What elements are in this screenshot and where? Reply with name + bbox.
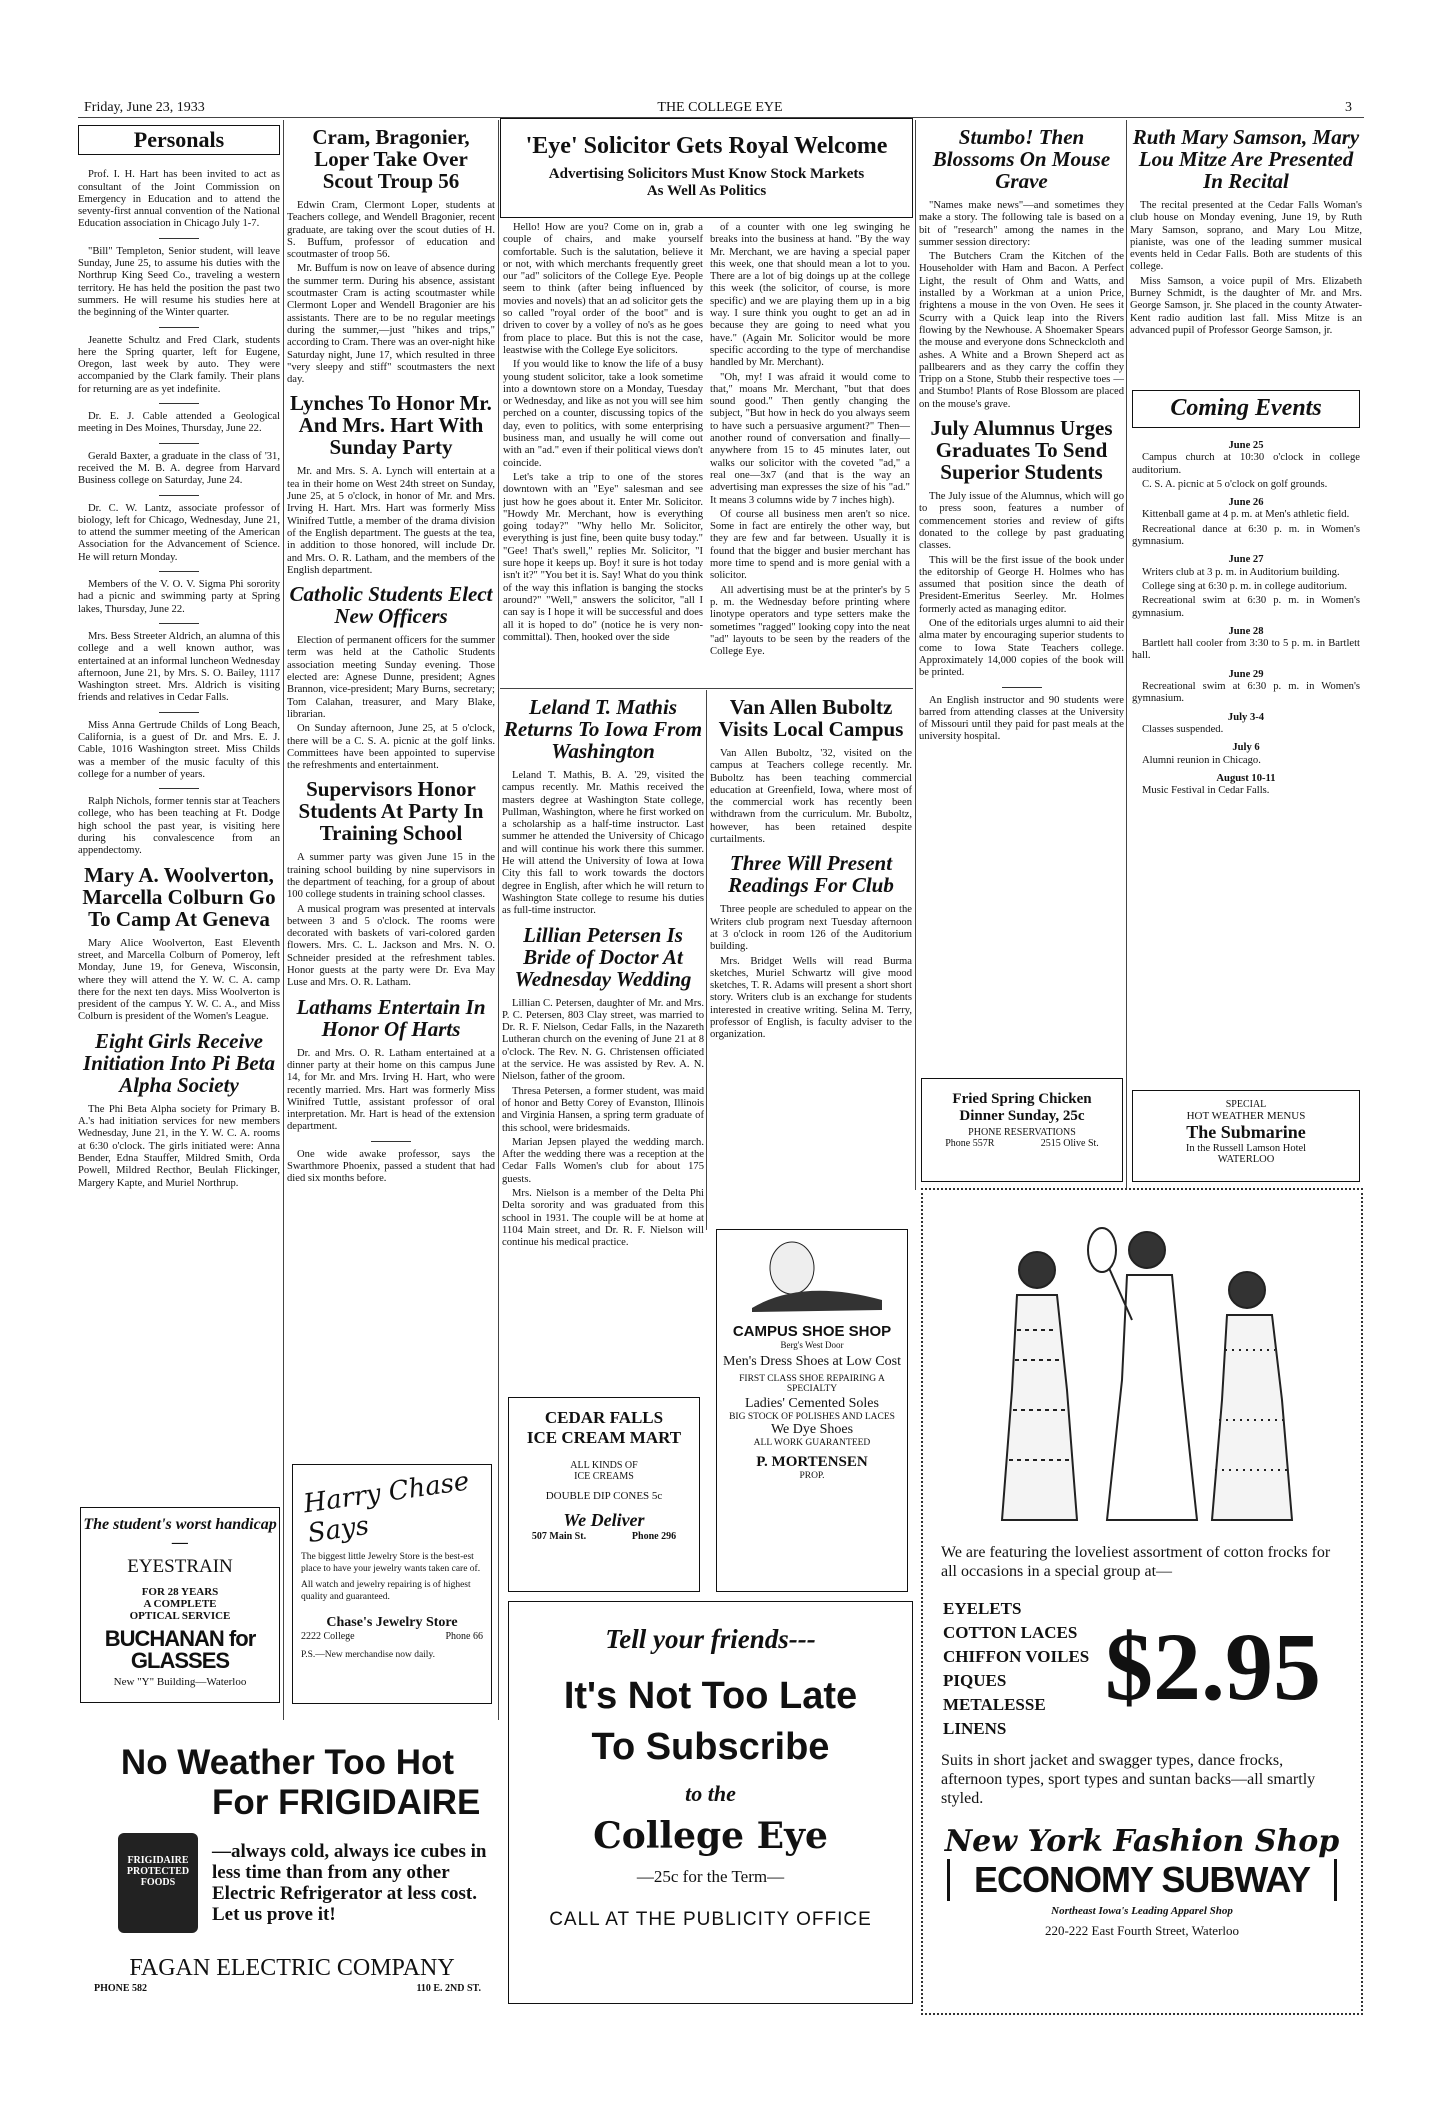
divider [159,788,199,789]
ad-line: DOUBLE DIP CONES 5c [545,1490,663,1502]
fabric-item: PIQUES [943,1671,1007,1690]
fabric-item: CHIFFON VOILES [943,1647,1090,1666]
article-paragraph: "Oh, my! I was afraid it would come to that," moans Mr. Merchant, "but that does sound good." Then gently changing the subject, "But how in heck do you always seem to have such a persuasive argument?" Then—another round of conversation and finally—anywhere from 15 to 45 minutes later, out walks our solicitor with the coveted "ad," a real one—3x7 (and that is the way an advertising man expresses the size of his "ad." It means 3 columns wide by 7 inches high). [710,371,910,506]
article-headline: Supervisors Honor Students At Party In Training School [298,777,484,846]
article-paragraph: This will be the first issue of the book under the editorship of George H. Holmes who has assumed that position since the death of President-Emeritus Seerley. Mr. Holmes formerly acted as managing editor. [919,554,1124,615]
fashion-illustration-icon [927,1210,1357,1530]
fabric-item: EYELETS [943,1599,1022,1618]
event-item: Alumni reunion in Chicago. [1142,754,1261,766]
ad-store-name: Chase's Jewelry Store [326,1615,458,1630]
ad-tagline: Northeast Iowa's Leading Apparel Shop [1051,1905,1233,1917]
ad-address: 110 E. 2ND ST. [416,1983,481,1994]
article-paragraph: The July issue of the Alumnus, which will go to press soon, features a number of commencement stories and review of gifts donated to the college by past graduating classes. [919,491,1124,552]
ad-line: HOT WEATHER MENUS [1186,1110,1306,1122]
event-date: July 6 [1232,742,1260,754]
article-paragraph: Dr. and Mrs. O. R. Latham entertained at a dinner party at their home on this campus June 14, for Mr. and Mrs. Irving H. Hart, who were recently married. Mrs. Hart was formerly Miss Winifred Tuttle, assistant professor of oral interpretation. Mr. Hart is head of the extension department. [287,1047,495,1133]
ad-line: We Dye Shoes [770,1422,854,1437]
section-heading: Personals [78,125,280,155]
article-paragraph: Prof. I. H. Hart has been invited to act as consultant of the Joint Commission on Emergency in Education and to attend the seventy-first annual convention of the National Education association in Chicago July 1-7. [78,169,280,230]
ad-name: The Submarine [1186,1122,1306,1142]
ad-line: SPECIAL [1225,1099,1267,1110]
ad-line: FIRST CLASS SHOE REPAIRING A SPECIALTY [739,1374,885,1394]
event-date: June 28 [1228,625,1264,637]
article-headline: Lillian Petersen Is Bride of Doctor At Wednesday Wedding [514,922,692,991]
ad-line: In the Russell Lamson Hotel [1185,1143,1307,1154]
ad-line: No Weather Too Hot [120,1743,455,1782]
article-paragraph: Gerald Baxter, a graduate in the class of '31, received the M. B. A. degree from Harvard Business college on Saturday, June 24. [78,450,280,487]
ad-name: ICE CREAM MART [526,1428,682,1447]
ad-new-york-fashion-shop [921,1188,1363,2015]
ad-line: ALL WORK GUARANTEED [753,1438,871,1448]
ad-line: Fried Spring Chicken [952,1091,1092,1107]
article-paragraph: Ralph Nichols, former tennis star at Teachers college, who has been teaching at Ft. Dodge high school the past year, is visiting here during his convalescence from an appendectomy. [78,796,280,857]
ad-intro: We are featuring the loveliest assortment of cotton frocks for all occasions in a special group at— [941,1544,1331,1580]
article-paragraph: Election of permanent officers for the summer term was held at the Catholic Students association meeting Sunday evening. Those elected are: Agnese Dunne, president; Agnes Brannon, vice-president; Mary Burns, secretary; Tom Calahan, treasurer, and Mary Blake, librarian. [287,635,495,720]
ad-address: 220-222 East Fourth Street, Waterloo [1044,1923,1240,1938]
article-paragraph: Mr. and Mrs. S. A. Lynch will entertain at a tea in their home on West 24th street on Sunday, June 25, at 5 o'clock, in honor of Mr. and Mrs. Irving H. Hart. Mrs. Hart was formerly Miss Winifred Tuttle, a member of the drama division of the English department. The guests at the tea, in addition to those honored, will include Dr. and Mrs. O. R. Latham, and the members of the English department. [287,466,495,576]
article-paragraph: A summer party was given June 15 in the training school building by nine supervisors in the department of teaching, for a group of about 100 college students in training school classes. [287,852,495,901]
event-date: June 26 [1228,497,1264,509]
ad-line: Men's Dress Shoes at Low Cost [723,1354,901,1369]
article-paragraph: One of the editorials urges alumni to aid their alma mater by encouraging superior students to come to Iowa State Teachers college. Approximately 14,000 copies of the book will be printed. [919,618,1124,679]
article-paragraph: Van Allen Buboltz, '32, visited on the campus at Teachers college recently. Mr. Buboltz has been teaching commercial education at Greenfield, Iowa, where most of the commercial work has recently been withdrawn from the curriculum. Mr. Buboltz, however, has been retained despite curtailments. [710,748,912,846]
article-headline: Lathams Entertain In Honor Of Harts [296,994,486,1041]
divider [159,238,199,239]
article-headline: Stumbo! Then Blossoms On Mouse Grave [932,125,1111,193]
ad-line: PHONE RESERVATIONS [968,1127,1076,1138]
subheadline: Advertising Solicitors Must Know Stock Markets As Well As Politics [548,166,865,199]
article-paragraph: The Butchers Cram the Kitchen of the Householder with Ham and Bacon. A Perfect Light, the result of Ohm and Watts, and installed by a Workman at a union Price, frightens a mouse in the von Oven. He sees it Scurry with a Quick leap into the Rivers flowing by the Newhouse. A Shoemaker Spears the mouse and everyone dons Schneckcloth and ashes. A White and a Brown Sheperd act as pallbearers and as they carry the coffin they Tripp on a Stone, Stubb their respective toes — and Stumbo! Plants of Rose Blossom are placed on the mouse's grave. [919,251,1124,410]
article-paragraph: Miss Samson, a voice pupil of Mrs. Elizabeth Burney Schmidt, is the daughter of Mr. and Mrs. George Samson, jr. She placed in the county Atwater-Kent radio audition last fall. Miss Mitze is an advanced pupil of Professor George Samson, jr. [1130,275,1362,336]
event-item: Recreational swim at 6:30 p. m. in Women's gymnasium. [1132,595,1360,619]
article-paragraph: On Sunday afternoon, June 25, at 5 o'clock, there will be a C. S. A. picnic at the golf links. Committees have been appointed to supervise the refreshments and entertainment. [287,723,495,772]
event-date: August 10-11 [1216,772,1276,784]
masthead: THE COLLEGE EYE [657,100,783,115]
fabric-list [943,1597,1105,1741]
column-4 [919,120,1124,1075]
article-paragraph: Members of the V. O. V. Sigma Phi sorority had a picnic and swimming party at Spring lakes, Thursday, June 22. [78,579,280,615]
page-number: 3 [1345,100,1352,115]
ad-frigidaire [80,1733,495,2003]
article-paragraph: The recital presented at the Cedar Falls Woman's club house on Monday evening, June 19, by Ruth Mary Samson, soprano, and Mary Lou Mitze, pianiste, was one of the leading summer musical events held in Cedar Falls. Both are students of this college. [1130,200,1362,273]
ad-text: The biggest little Jewelry Store is the best-est place to have your jewelry wants taken care of. [301,1552,481,1574]
article-paragraph: Leland T. Mathis, B. A. '29, visited the campus recently. Mr. Mathis received the masters degree at Washington State college, Pullman, Washington, where he first worked on a scholarship as a half-time instructor. Last summer he attended the University of Chicago and will continue his work there this summer. He will attend the University of Iowa at Iowa City this fall to work towards the doctors degree in English, after which he will return to Washington State college to resume his duties as full-time instructor. [502,770,704,917]
article-paragraph: Mr. Buffum is now on leave of absence during the summer term. During his absence, assistant scoutmaster Cram is acting scoutmaster while Clermont Loper and Wendell Bragonier are his assistants. There are to be no regular meetings during the summer,—just "hikes and trips," according to Cram. There was an over-night hike Saturday night, June 17, which resulted in three "very sleepy and stiff" scoutmasters the next day. [287,263,495,386]
article-headline: July Alumnus Urges Graduates To Send Superior Students [930,416,1113,485]
article-paragraph: of a counter with one leg swinging he breaks into the business at hand. "By the way Mr. Merchant, we are having a special paper this week, one that should mean a lot to you. There are a lot of big doings up at the college this week (the solicitor, of course, is more specific) and we are playing them up in a big way. I sure think you ought to get an ad in because they are going to need what you have." (Again Mr. Solicitor would be more specific according to the type of merchandise handled by Mr. Merchant). [710,222,910,369]
article-paragraph: One wide awake professor, says the Swarthmore Phoenix, passed a student that had died six months before. [287,1148,495,1185]
ad-body: Suits in short jacket and swagger types, dance frocks, afternoon types, sport types and suntan backs—all smartly styled. [941,1752,1316,1807]
ad-buchanan-glasses [80,1507,280,1703]
event-date: June 27 [1228,554,1264,566]
ad-name: CEDAR FALLS [544,1408,664,1427]
fabric-item: METALESSE [943,1695,1046,1714]
divider [159,712,199,713]
ad-phone: Phone 296 [631,1531,677,1542]
article-paragraph: "Bill" Templeton, Senior student, will leave Sunday, June 25, to assume his duties with the Northrup King Seed Co., traveling a western territory. He has held the position the past two summers. He will resume his studies here at the beginning of the Winter quarter. [78,245,280,319]
ad-price: $2.95 [1105,1613,1321,1720]
column-3b [710,690,912,1225]
ad-line: BIG STOCK OF POLISHES AND LACES [729,1412,895,1422]
ad-line: Tell your friends--- [605,1624,816,1654]
ad-deliver: We Deliver [563,1510,645,1530]
divider [1002,687,1042,688]
article-headline: Mary A. Woolverton, Marcella Colburn Go To Camp At Geneva [82,862,276,931]
ad-line: —25c for the Term— [636,1867,785,1886]
ad-line: To Subscribe [591,1726,830,1768]
event-item: C. S. A. picnic at 5 o'clock on golf grounds. [1142,478,1328,490]
article-paragraph: Mrs. Bridget Wells will read Burma sketches, Muriel Schwartz will give mood sketches, T. R. Adams will present a short short story. Writers club is an exchange for students interested in creative writing. Selina M. Terry, professor of English, is faculty adviser to the organization. [710,955,912,1041]
article-paragraph: Miss Anna Gertrude Childs of Long Beach, California, is a guest of Dr. and Mrs. E. J. Cable, 1016 Washington street. Miss Childs was a member of the music faculty of this college for a number of years. [78,719,280,780]
ad-line: Berg's West Door [780,1340,844,1350]
ad-fried-chicken [921,1078,1123,1182]
frigidaire-badge-icon: FRIGIDAIRE PROTECTED FOODS [118,1833,198,1933]
headline: 'Eye' Solicitor Gets Royal Welcome [525,133,888,159]
ad-line: For FRIGIDAIRE [212,1783,481,1822]
buchanan-logo: BUCHANAN for GLASSES [104,1626,256,1673]
ad-line: PROP. [799,1471,825,1481]
harry-chase-says-script: Harry Chase Says [301,1466,472,1550]
article-paragraph: Thresa Petersen, a former student, was maid of honor and Betty Corey of Evanston, Illinois and Virginia Hansen, a spring term graduate of this school, were bridesmaids. [502,1085,704,1134]
ad-ps: P.S.—New merchandise now daily. [301,1650,435,1660]
ad-phone: Phone 66 [445,1631,483,1642]
ad-line: OPTICAL SERVICE [129,1610,231,1622]
article-paragraph: Three people are scheduled to appear on the Writers club program next Tuesday afternoon at 3 o'clock in room 126 of the Auditorium building. [710,904,912,953]
article-paragraph: If you would like to know the life of a busy young student solicitor, take a look sometime into a downtown store on a Monday, Tuesday or Wednesday, and like as not you will see him perched on a counter, discussing topics of the day, even to politics, with some enterprising business man, and usually he will come out with an "ad." even if their political views don't coincide. [503,359,703,469]
ad-tagline: The student's worst handicap— [83,1516,277,1551]
article-paragraph: Lillian C. Petersen, daughter of Mr. and Mrs. P. C. Petersen, 803 Clay street, was married to Dr. R. F. Nielson, Cedar Falls, in the Nazareth Lutheran church on the evening of June 21 at 8 o'clock. The Rev. N. G. Christensen officiated at the service. He was assisted by Rev. A. N. Nielson, father of the groom. [502,997,704,1083]
article-paragraph: Hello! How are you? Come on in, grab a couple of chairs, and make yourself comfortable. Such is the salutation, believe it or not, with which merchants frequently greet our "ad" solicitors of the College Eye. People seem to think (after being influenced by movies and novels) that an ad solicitor gets the so called "royal order of the boot" and is driven to cover by a volley of no's as he goes from place to place. But this is not the case, leastwise with the College Eye solicitors. [503,222,703,356]
event-item: Kittenball game at 4 p. m. at Men's athletic field. [1142,509,1350,521]
ad-chase-jewelry [292,1464,492,1704]
divider [159,623,199,624]
issue-date: Friday, June 23, 1933 [84,100,205,115]
article-headline: Catholic Students Elect New Officers [289,582,493,629]
ad-line: ICE CREAMS [574,1471,634,1482]
event-date: July 3-4 [1227,711,1265,723]
article-paragraph: "Names make news"—and sometimes they make a story. The following tale is based on a bit of "research" among the names in the summer session directory: [919,200,1124,248]
coming-events-list [1132,434,1360,1079]
article-paragraph: Jeanette Schultz and Fred Clark, students here the Spring quarter, left for Eugene, Oregon, last week by auto. They were accompanied by the Clark family. Their plans for returning are as yet indefinite. [78,334,280,395]
ad-text: All watch and jewelry repairing is of highest quality and guaranteed. [301,1580,471,1602]
event-item: Bartlett hall cooler from 3:30 to 5 p. m. in Bartlett hall. [1132,638,1360,662]
ad-subscribe [508,1601,913,2004]
divider [371,1141,411,1142]
article-headline: Ruth Mary Samson, Mary Lou Mitze Are Presented In Recital [1132,125,1360,193]
ad-line: Dinner Sunday, 25c [959,1108,1085,1124]
fabric-item: LINENS [943,1719,1007,1738]
ad-line: CALL AT THE PUBLICITY OFFICE [549,1909,872,1930]
ad-campus-shoe-shop [716,1229,908,1592]
article-headline: Lynches To Honor Mr. And Mrs. Hart With Sunday Party [290,391,492,460]
ad-address: 2222 College [301,1631,355,1642]
event-date: June 29 [1228,668,1264,680]
event-item: Campus church at 10:30 o'clock in college auditorium. [1132,452,1360,476]
ad-line: WATERLOO [1217,1154,1275,1165]
event-item: College sing at 6:30 p. m. in college auditorium. [1142,580,1348,592]
article-paragraph: Mrs. Nielson is a member of the Delta Phi Delta sorority and was graduated from this school in 1931. The couple will be at home at 1104 Main street, and Dr. R. F. Nielson will continue his medical practice. [502,1188,704,1249]
ad-name: CAMPUS SHOE SHOP [732,1323,892,1340]
shoe-illustration-icon [732,1238,892,1318]
ad-phone: PHONE 582 [94,1983,148,1994]
article-paragraph: The Phi Beta Alpha society for Primary B. A.'s had initiation services for new members Wednesday, June 21, in the Y. W. C. A. rooms at 6:30 o'clock. The girls initiated were: Anna Bender, Edna Stauffer, Mildred Smith, Orda Powell, Mildred Recthor, Beulah Flickinger, Margery Kapte, and Muriel Northrup. [78,1103,280,1189]
ad-line: FOR 28 YEARS [141,1586,219,1598]
event-item: Writers club at 3 p. m. in Auditorium building. [1142,566,1340,578]
article-paragraph: Dr. C. W. Lantz, associate professor of biology, left for Chicago, Wednesday, June 21, to attend the summer meeting of the American Association for the Advancement of Science. He will return Monday. [78,502,280,563]
ad-ice-cream-mart [508,1397,700,1592]
article-headline: Van Allen Buboltz Visits Local Campus [718,695,904,741]
economy-subway-logo: ECONOMY SUBWAY [947,1859,1337,1901]
divider [159,443,199,444]
ad-footer: New "Y" Building—Waterloo [113,1676,247,1688]
ad-line: Ladies' Cemented Soles [745,1396,879,1411]
article-paragraph: Mary Alice Woolverton, East Eleventh street, and Marcella Colburn of Pomeroy, left Monday, June 19, for Geneva, Wisconsin, where they will attend the Y. W. C. A. camp there for the next ten days. Miss Woolverton is president of the campus Y. W. C. A., and Miss Colburn is president of the Women's League. [78,937,280,1023]
column-personals [78,125,280,1500]
divider [159,327,199,328]
column-5 [1130,120,1362,390]
article-paragraph: Of course all business men aren't so nice. Some in fact are entirely the other way, but they are few and far between. Usually it is found that the bigger and busier merchant has more time to spend and is more genial with a solicitor. [710,508,910,582]
ad-submarine [1132,1090,1360,1182]
article-headline: Leland T. Mathis Returns To Iowa From Washington [503,695,703,763]
article-paragraph: All advertising must be at the printer's by 5 p. m. the Wednesday before printing where linotype operators and type setters make the sometimes "ragged" looking copy into the neat "ad" layouts to be seen by the readers of the College Eye. [710,584,910,658]
ad-line: A COMPLETE [143,1598,217,1610]
article-paragraph: Let's take a trip to one of the stores downtown with an "Eye" salesman and see just how he goes about it. Enter Mr. Solicitor. "Howdy Mr. Merchant, how is everything going today?" "Why hello Mr. Solicitor, everything is just fine, been quite busy today." "Gee! That's swell," replies Mr. Solicitor, "I sure hope it keeps up. Boy! it sure is hot today isn't it?" "You bet it is. Say! What do you think of the way this inflation is banging the stocks around?" "Well," answers the solicitor, "all I can say is I hope it will be successful and does all it is hoped to do" (notice he is very non-committal). Then, hooked over the side [503,471,703,643]
solicitor-article-left [503,222,703,684]
ad-line: It's Not Too Late [563,1675,858,1717]
article-paragraph: A musical program was presented at intervals between 3 and 5 o'clock. The rooms were decorated with baskets of vari-colored garden flowers. Mrs. C. L. Jackson and Mrs. N. O. Schneider presided at the refreshment tables. Honor guests at the party were Dr. Eva May Luse and Mrs. O. R. Latham. [287,903,495,989]
event-item: Classes suspended. [1142,723,1224,735]
ad-line: to the [685,1781,736,1806]
divider [159,403,199,404]
ad-phone: Phone 557R [945,1138,995,1149]
event-item: Recreational dance at 6:30 p. m. in Women's gymnasium. [1132,523,1360,548]
article-headline: Eight Girls Receive Initiation Into Pi Beta Alpha Society [83,1028,275,1097]
column-3a [502,690,704,1390]
article-paragraph: Marian Jepsen played the wedding march. After the wedding there was a reception at the Cedar Falls Women's club for about 175 guests. [502,1136,704,1185]
fabric-item: COTTON LACES [943,1623,1078,1642]
ad-line: ALL KINDS OF [570,1460,638,1471]
ad-company: FAGAN ELECTRIC COMPANY [129,1955,455,1981]
article-headline: Three Will Present Readings For Club [728,851,894,898]
coming-events-box [1132,390,1360,428]
solicitor-headline-box [500,118,913,218]
college-eye-nameplate: College Eye [593,1815,828,1857]
fashion-shop-script-logo: New York Fashion Shop [944,1824,1340,1859]
event-item: Music Festival in Cedar Falls. [1142,785,1270,797]
divider [159,495,199,496]
event-item: Recreational swim at 6:30 p. m. in Women's gymnasium. [1132,681,1360,705]
divider [159,571,199,572]
article-paragraph: Dr. E. J. Cable attended a Geological meeting in Des Moines, Thursday, June 22. [78,411,280,435]
ad-address: 2515 Olive St. [1040,1138,1099,1149]
solicitor-article-right [710,222,910,684]
column-2 [287,120,495,1460]
article-headline: Cram, Bragonier, Loper Take Over Scout Troup 56 [312,125,470,193]
coming-events-title: Coming Events [1170,395,1322,421]
article-paragraph: An English instructor and 90 students were barred from attending classes at the University of Missouri until they paid for past meals at the university hospital. [919,694,1124,743]
ad-owner: P. MORTENSEN [756,1454,868,1470]
article-paragraph: Mrs. Bess Streeter Aldrich, an alumna of this college and a well known author, was entertained at an informal luncheon Wednesday afternoon, June 21, by Mrs. S. O. Bailey, 1117 Washington street. Mrs. Aldrich is visiting friends and relatives in Cedar Falls. [78,630,280,704]
event-date: June 25 [1228,440,1264,451]
article-paragraph: Edwin Cram, Clermont Loper, students at Teachers college, and Wendell Bragonier, recent graduate, are taking over the scout duties of H. S. Buffum, professor of education and scoutmaster of troop 56. [287,200,495,261]
ad-address: 507 Main St. [531,1531,587,1542]
ad-body: —always cold, always ice cubes in less time than from any other Electric Refrigerator at less cost. Let us prove it! [212,1841,487,1925]
ad-eyestrain: EYESTRAIN [127,1556,233,1577]
